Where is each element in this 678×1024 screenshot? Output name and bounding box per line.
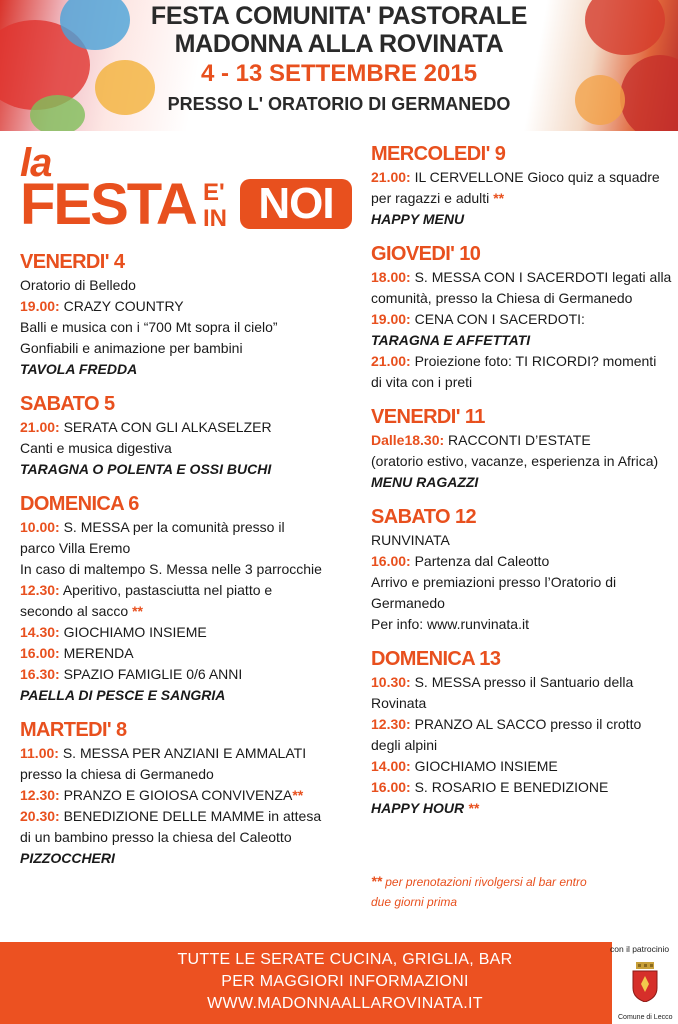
event-text: per ragazzi e adulti	[371, 190, 494, 206]
event-time: 11.00:	[20, 745, 59, 761]
event-text: S. MESSA CON I SACERDOTI legati alla	[410, 269, 672, 285]
event-text: PRANZO E GIOIOSA CONVIVENZA	[59, 787, 293, 803]
menu-line: TARAGNA O POLENTA E OSSI BUCHI	[20, 461, 272, 477]
event-text: PRANZO AL SACCO presso il crotto	[410, 716, 642, 732]
event-line: Germanedo	[371, 595, 445, 611]
day-title: VENERDI' 4	[20, 251, 125, 273]
event-line	[371, 167, 678, 188]
day-sabato-5	[20, 392, 350, 480]
event-line	[371, 551, 678, 572]
event-time: 14.00:	[371, 758, 411, 774]
asterisk-mark: **	[371, 873, 382, 889]
header-place: PRESSO L' ORATORIO DI GERMANEDO	[167, 94, 511, 114]
event-time: 12.30:	[20, 582, 60, 598]
header-banner	[0, 0, 678, 131]
event-line	[371, 777, 678, 798]
event-text: S. MESSA presso il Santuario della	[410, 674, 634, 690]
day-title: DOMENICA 13	[371, 648, 501, 670]
menu-line: PIZZOCCHERI	[20, 850, 115, 866]
event-time: 16.30:	[20, 666, 60, 682]
menu-line: MENU RAGAZZI	[371, 474, 479, 490]
day-giovedi-10	[371, 242, 678, 393]
day-mercoledi-9	[371, 142, 678, 230]
event-text: IL CERVELLONE Gioco quiz a squadre	[410, 169, 660, 185]
logo-noi: NOI	[240, 179, 352, 229]
day-domenica-13	[371, 647, 678, 819]
event-line	[20, 622, 350, 643]
event-time: 19.00:	[20, 298, 60, 314]
event-time: 20.30:	[20, 808, 60, 824]
day-title: GIOVEDI' 10	[371, 243, 481, 265]
logo-la: la	[20, 141, 52, 185]
event-time: 10.00:	[20, 519, 60, 535]
day-sabato-12	[371, 505, 678, 635]
event-line	[20, 296, 350, 317]
logo-in: IN	[203, 205, 227, 232]
day-title: DOMENICA 6	[20, 493, 139, 515]
menu-line: HAPPY MENU	[371, 211, 465, 227]
event-line: di un bambino presso la chiesa del Caleotto	[20, 829, 292, 845]
header-title-1: FESTA COMUNITA' PASTORALE	[150, 2, 528, 30]
event-line	[20, 643, 350, 664]
event-text: BENEDIZIONE DELLE MAMME in attesa	[59, 808, 322, 824]
event-line: (oratorio estivo, vacanze, esperienza in Africa)	[371, 453, 659, 469]
note-line: due giorni prima	[371, 895, 458, 909]
event-text: GIOCHIAMO INSIEME	[59, 624, 207, 640]
reservation-note	[371, 871, 671, 912]
patronage-label: con il patrocinio	[610, 944, 670, 954]
logo-e: E'	[203, 179, 225, 206]
event-time: 19.00:	[371, 311, 411, 327]
event-text: MERENDA	[59, 645, 134, 661]
asterisk-mark: **	[467, 800, 479, 816]
event-line: Rovinata	[371, 695, 427, 711]
event-text: S. MESSA per la comunità presso il	[59, 519, 285, 535]
day-title: SABATO 12	[371, 506, 477, 528]
event-text: CRAZY COUNTRY	[59, 298, 184, 314]
event-time: 10.30:	[371, 674, 411, 690]
event-text: Aperitivo, pastasciutta nel piatto e	[59, 582, 273, 598]
event-line	[371, 351, 678, 372]
patronage-box	[612, 942, 678, 1024]
event-line	[20, 785, 350, 806]
event-time: 18.00:	[371, 269, 411, 285]
event-line: Balli e musica con i “700 Mt sopra il cielo”	[20, 319, 278, 335]
note-line	[371, 871, 671, 892]
event-time: 14.30:	[20, 624, 60, 640]
event-line: Oratorio di Belledo	[20, 277, 136, 293]
asterisk-mark: **	[493, 190, 505, 206]
event-line: Gonfiabili e animazione per bambini	[20, 340, 243, 356]
event-line: comunità, presso la Chiesa di Germanedo	[371, 290, 633, 306]
event-text: S. ROSARIO E BENEDIZIONE	[410, 779, 609, 795]
day-title: SABATO 5	[20, 393, 115, 415]
event-line	[20, 664, 350, 685]
lecco-coat-of-arms-icon	[630, 962, 660, 1002]
event-text: SPAZIO FAMIGLIE 0/6 ANNI	[59, 666, 243, 682]
event-text: CENA CON I SACERDOTI:	[410, 311, 585, 327]
la-festa-e-in-noi-logo	[20, 141, 340, 241]
event-text: GIOCHIAMO INSIEME	[410, 758, 558, 774]
event-line: presso la chiesa di Germanedo	[20, 766, 214, 782]
day-martedi-8	[20, 718, 350, 869]
day-title: VENERDI' 11	[371, 406, 485, 428]
header-title-2: MADONNA ALLA ROVINATA	[174, 30, 504, 58]
day-title: MERCOLEDI' 9	[371, 143, 506, 165]
event-line: degli alpini	[371, 737, 438, 753]
event-line	[20, 580, 350, 601]
event-time: 16.00:	[371, 779, 411, 795]
menu-line: TARAGNA E AFFETTATI	[371, 332, 531, 348]
event-line	[371, 188, 678, 209]
event-time: 21.00:	[371, 353, 411, 369]
event-time: 12.30:	[371, 716, 411, 732]
logo-festa: FESTA	[20, 172, 196, 237]
footer-website-link[interactable]: WWW.MADONNAALLAROVINATA.IT	[207, 995, 483, 1012]
footer-line-2: PER MAGGIORI INFORMAZIONI	[221, 973, 469, 990]
day-venerdi-11	[371, 405, 678, 493]
menu-line: TAVOLA FREDDA	[20, 361, 138, 377]
event-time: 21.00:	[20, 419, 60, 435]
event-time: 21.00:	[371, 169, 411, 185]
event-line	[20, 806, 350, 827]
event-line	[371, 309, 678, 330]
day-venerdi-4	[20, 250, 350, 380]
header-dates: 4 - 13 SETTEMBRE 2015	[200, 60, 478, 87]
event-text: Proiezione foto: TI RICORDI? momenti	[410, 353, 657, 369]
event-line	[371, 267, 678, 288]
footer-bar	[0, 942, 678, 1024]
event-line: RUNVINATA	[371, 532, 450, 548]
event-text: secondo al sacco	[20, 603, 133, 619]
event-time: Dalle18.30:	[371, 432, 445, 448]
event-line	[20, 743, 350, 764]
event-time: 12.30:	[20, 787, 60, 803]
event-line: Per info: www.runvinata.it	[371, 616, 529, 632]
event-text: SERATA CON GLI ALKASELZER	[59, 419, 272, 435]
event-line	[371, 672, 678, 693]
event-text: Partenza dal Caleotto	[410, 553, 550, 569]
footer-line-1: TUTTE LE SERATE CUCINA, GRIGLIA, BAR	[177, 951, 513, 968]
menu-line: PAELLA DI PESCE E SANGRIA	[20, 687, 226, 703]
event-line	[20, 517, 350, 538]
event-line: parco Villa Eremo	[20, 540, 131, 556]
event-time: 16.00:	[371, 553, 411, 569]
asterisk-mark: **	[132, 603, 143, 619]
menu-text: HAPPY HOUR	[371, 800, 468, 816]
asterisk-mark: **	[292, 787, 304, 803]
note-text: per prenotazioni rivolgersi al bar entro	[381, 875, 587, 889]
menu-line	[371, 798, 678, 819]
program-right-column	[371, 142, 678, 831]
comune-label: Comune di Lecco	[618, 1014, 673, 1021]
event-line: Canti e musica digestiva	[20, 440, 172, 456]
event-line: Arrivo e premiazioni presso l’Oratorio di	[371, 574, 617, 590]
event-line	[20, 601, 350, 622]
day-domenica-6	[20, 492, 350, 706]
event-line	[371, 430, 678, 451]
day-title: MARTEDI' 8	[20, 719, 127, 741]
event-line	[20, 417, 350, 438]
event-line: di vita con i preti	[371, 374, 473, 390]
event-text: RACCONTI D’ESTATE	[444, 432, 591, 448]
event-line	[371, 756, 678, 777]
program-left-column	[20, 250, 350, 881]
event-text: S. MESSA PER ANZIANI E AMMALATI	[58, 745, 307, 761]
event-time: 16.00:	[20, 645, 60, 661]
event-line: In caso di maltempo S. Messa nelle 3 parrocchie	[20, 561, 322, 577]
event-line	[371, 714, 678, 735]
